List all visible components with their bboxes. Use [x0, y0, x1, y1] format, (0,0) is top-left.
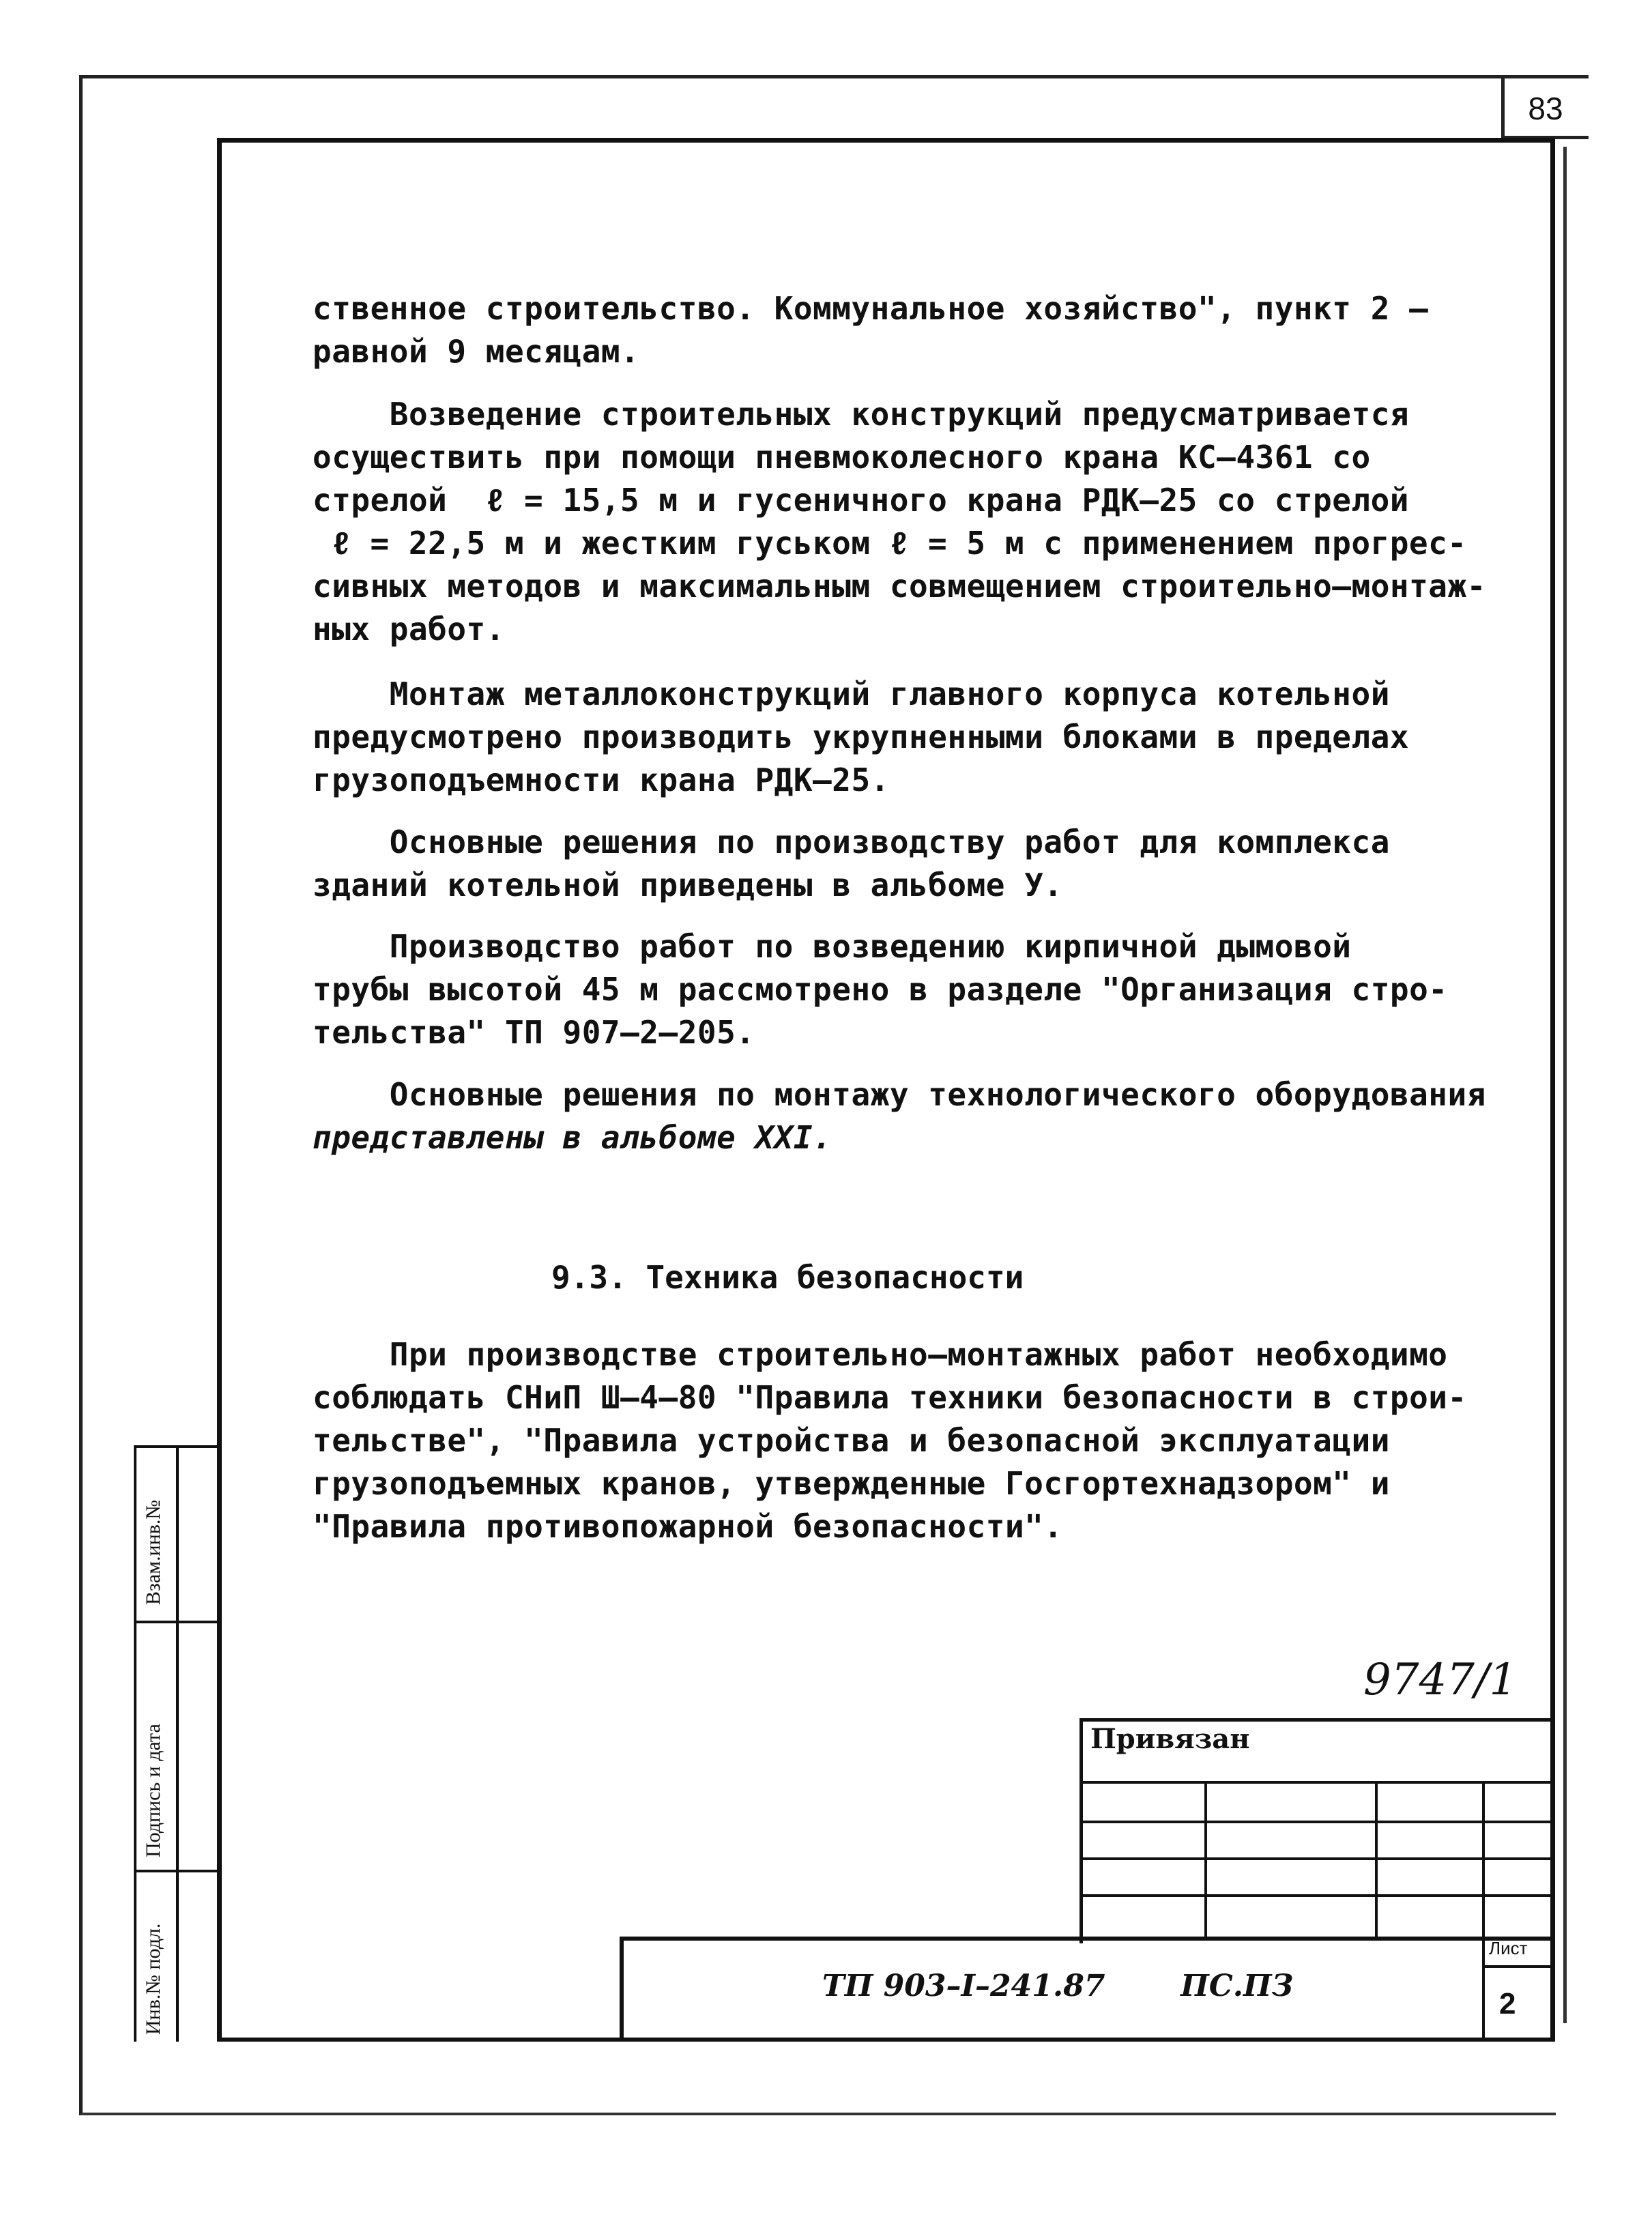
text-line: Производство работ по возведению кирпичной дымовой	[313, 928, 1352, 965]
section-heading: 9.3. Техника безопасности	[551, 1259, 1024, 1296]
document-code	[822, 1969, 1293, 2003]
stamp-col-line	[1375, 1781, 1378, 1937]
side-label-inv-no: Инв.№ подл.	[142, 1923, 164, 2035]
text-line: тельстве", "Правила устройства и безопасной эксплуатации	[313, 1422, 1390, 1459]
text-line: тельства" ТП 907–2–205.	[313, 1014, 755, 1051]
outer-border-bottom	[81, 2113, 1556, 2115]
outer-border-left	[79, 75, 83, 2115]
text-line: сивных методов и максимальным совмещением строительно–монтаж-	[313, 568, 1486, 605]
side-label-vzam-inv: Взам.инв.№	[142, 1499, 164, 1605]
text-line: осуществить при помощи пневмоколесного крана КС–4361 со	[313, 439, 1371, 476]
text-line: зданий котельной приведены в альбоме У.	[313, 867, 1063, 903]
side-label-sign-date: Подпись и дата	[142, 1724, 164, 1857]
text-line: ных работ.	[313, 611, 505, 648]
text-line: соблюдать СНиП Ш–4–80 "Правила техники безопасности в строи-	[313, 1379, 1467, 1416]
frame-border-right-double	[1563, 147, 1567, 2023]
text-line: Основные решения по производству работ для комплекса	[313, 824, 1390, 860]
text-line: равной 9 месяцам.	[313, 333, 640, 370]
text-line: Возведение строительных конструкций предусматривается	[313, 396, 1410, 433]
text-line: грузоподъемных кранов, утвержденные Госгортехнадзором" и	[313, 1465, 1390, 1502]
text-line: "Правила противопожарной безопасности".	[313, 1508, 1063, 1545]
text-line: Монтаж металлоконструкций главного корпуса котельной	[313, 676, 1390, 712]
document-code-suffix: ПС.ПЗ	[1180, 1969, 1294, 2003]
outer-border-top	[81, 75, 1589, 78]
sheet-label: Лист	[1489, 1938, 1528, 1958]
side-strip-row-line	[134, 1870, 220, 1872]
text-line: стрелой ℓ = 15,5 м и гусеничного крана РДК–25 со стрелой	[313, 482, 1409, 519]
side-strip-divider	[176, 1445, 179, 2042]
page-number: 83	[1528, 91, 1563, 126]
text-line: При производстве строительно–монтажных работ необходимо	[313, 1336, 1448, 1373]
text-line: грузоподъемности крана РДК–25.	[313, 762, 890, 798]
text-line: ственное строительство. Коммунальное хозяйство", пункт 2 –	[313, 290, 1429, 327]
text-line: представлены в альбоме XXI.	[313, 1119, 832, 1156]
sheet-row-line	[1482, 1965, 1553, 1968]
stamp-bound-label: Привязан	[1090, 1723, 1250, 1755]
text-line: трубы высотой 45 м рассмотрено в разделе "Организация стро-	[313, 971, 1448, 1008]
handwritten-number: 9747/1	[1363, 1655, 1518, 1705]
sheet-col-line	[1482, 1937, 1485, 2039]
sheet-number: 2	[1499, 1987, 1516, 2020]
side-strip-row-line	[134, 1621, 220, 1623]
text-line: ℓ = 22,5 м и жестким гуськом ℓ = 5 м с применением прогрес-	[313, 525, 1467, 562]
stamp-col-line	[1482, 1781, 1485, 1937]
frame-border-top	[217, 138, 1553, 143]
stamp-col-line	[1204, 1781, 1207, 1937]
document-code-main: ТП 903–I–241.87	[822, 1969, 1105, 2003]
text-line: Основные решения по монтажу технологического оборудования	[313, 1076, 1486, 1113]
text-line: предусмотрено производить укрупненными блоками в пределах	[313, 719, 1410, 755]
